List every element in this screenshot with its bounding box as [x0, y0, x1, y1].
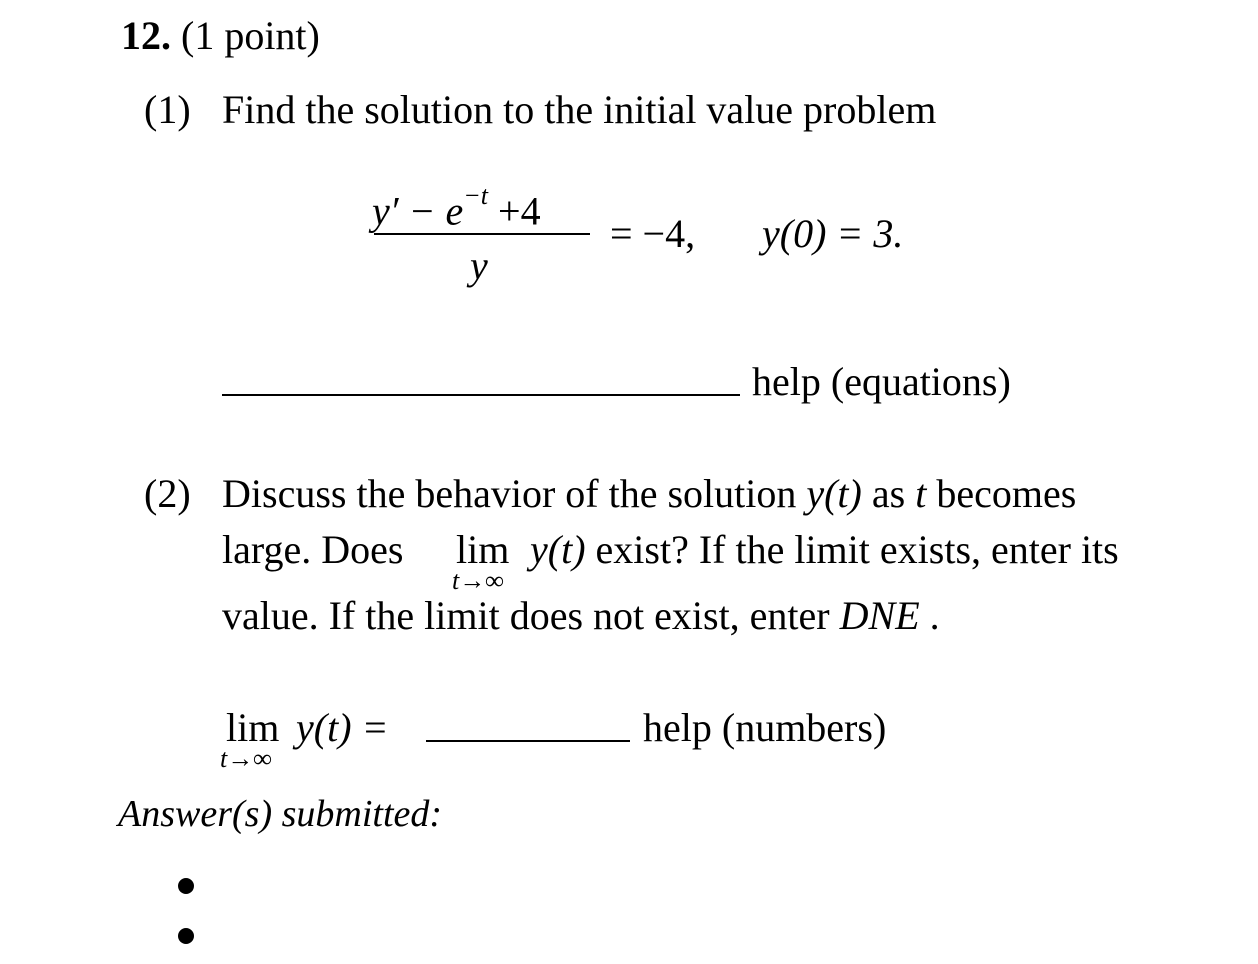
part2-label: (2) — [144, 471, 191, 516]
fraction-bar — [374, 233, 590, 235]
part2-line2-rest: y(t) exist? If the limit exists, enter its — [530, 527, 1119, 572]
part2-line2-lim-sub: t→∞ — [452, 566, 504, 595]
submitted-answer-bullet-1 — [178, 878, 194, 894]
answers-submitted-label: Answer(s) submitted: — [118, 793, 443, 835]
equation-numerator — [372, 178, 541, 235]
answer-lim: lim — [226, 705, 280, 750]
initial-condition: y(0) = 3. — [762, 211, 904, 256]
answer-expression: y(t) = — [296, 705, 389, 750]
help-numbers-link[interactable]: help (numbers) — [643, 705, 887, 750]
problem-points: (1 point) — [181, 13, 320, 58]
help-equations-link[interactable]: help (equations) — [752, 359, 1011, 404]
dne-text: DNE — [839, 593, 920, 638]
answer-input-1[interactable] — [222, 394, 740, 396]
numerator-main: y′ − e — [372, 188, 464, 234]
submitted-answer-bullet-2 — [178, 928, 194, 944]
equation-denominator: y — [470, 243, 488, 288]
part2-line3: value. If the limit does not exist, enter DNE . — [222, 593, 940, 638]
part1-instruction: Find the solution to the initial value problem — [222, 87, 937, 132]
equation-rhs: = −4, — [610, 211, 696, 256]
part2-line2-start: large. Does — [222, 527, 404, 572]
numerator-exponent: −t — [463, 181, 489, 210]
problem-header — [121, 12, 320, 60]
part2-line1: Discuss the behavior of the solution y(t) as t becomes — [222, 471, 1077, 516]
part1-label: (1) — [144, 87, 191, 132]
answer-input-2[interactable] — [426, 740, 630, 742]
problem-number: 12. — [121, 13, 171, 58]
part2-line2-lim: lim — [456, 527, 510, 572]
numerator-tail: +4 — [498, 188, 541, 234]
answer-lim-sub: t→∞ — [220, 744, 272, 773]
